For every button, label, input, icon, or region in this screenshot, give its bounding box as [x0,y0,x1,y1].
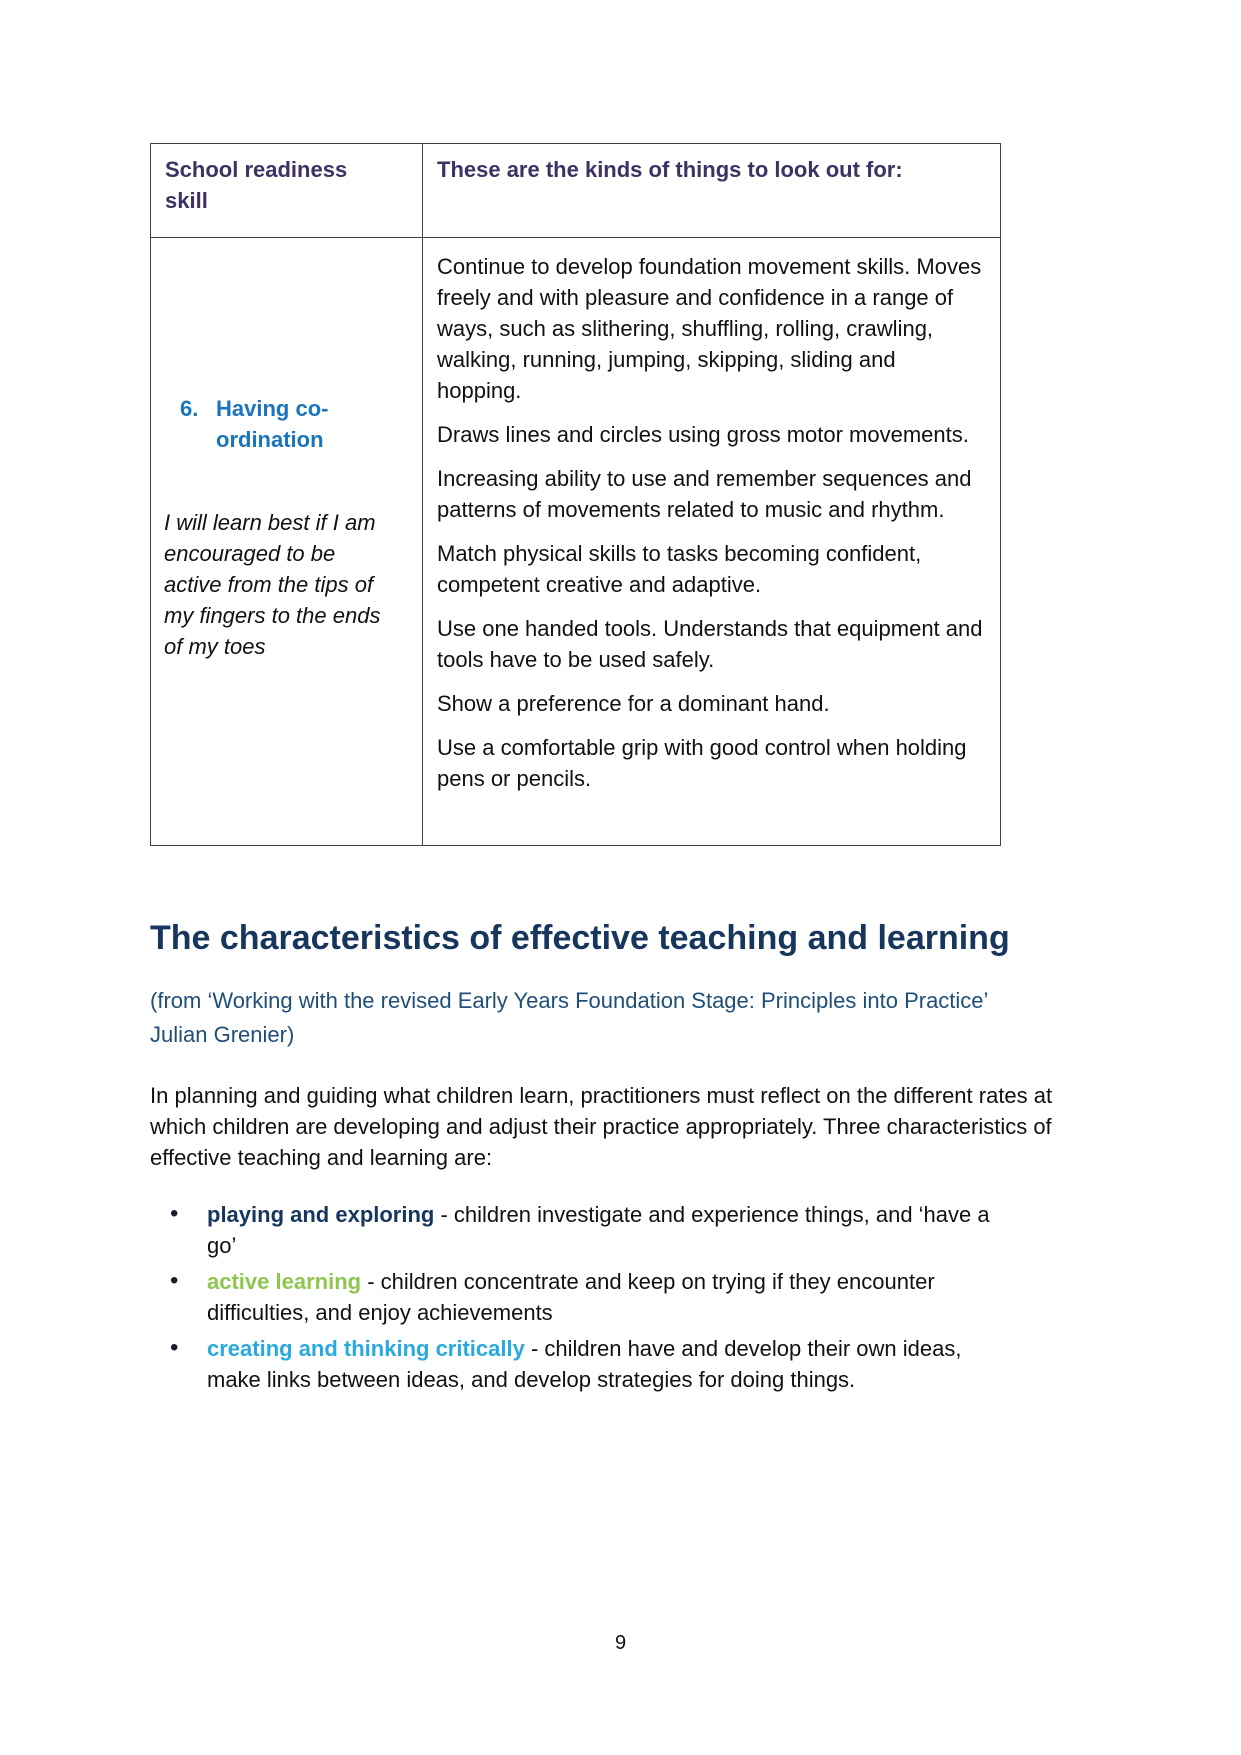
observation-paragraph: Continue to develop foundation movement skills. Moves freely and with pleasure and confidence in a range of ways, such as slithering, shuffling, rolling, crawling, walking, running, jumping, skipping, sliding and hopping. [437,254,982,403]
skill-number: 6. [180,396,199,421]
bullet-term: playing and exploring [207,1202,435,1227]
observation-paragraph: Use a comfortable grip with good control when holding pens or pencils. [437,735,967,791]
section-title: The characteristics of effective teaching and learning [150,919,1010,957]
skill-title [164,393,412,455]
intro-paragraph: In planning and guiding what children learn, practitioners must reflect on the different rates at which children are developing and adjust their practice appropriately. Three characteristics of effective teaching and learning are: [150,1083,1053,1170]
list-item [150,1266,1000,1328]
bullet-term: active learning [207,1269,362,1294]
bullet-description: - children concentrate and keep on trying if they encounter difficulties, and enjoy achievements [207,1269,935,1325]
observation-paragraph: Draws lines and circles using gross motor movements. [437,422,969,447]
observation-paragraph: Show a preference for a dominant hand. [437,691,830,716]
observation-paragraph: Use one handed tools. Understands that equipment and tools have to be used safely. [437,616,983,672]
skill-name: Having co-ordination [216,396,329,452]
bullet-description: - children have and develop their own ideas, make links between ideas, and develop strategies for doing things. [207,1336,962,1392]
list-item [150,1199,1000,1261]
header-cell-skill [151,144,423,238]
table-row [151,238,1001,846]
document-page [150,143,1091,1400]
school-readiness-table [150,143,1001,846]
header-label-skill: School readiness skill [165,157,348,213]
skill-cell [151,238,423,846]
header-label-lookout: These are the kinds of things to look out for: [437,157,903,182]
source-note: (from ‘Working with the revised Early Years Foundation Stage: Principles into Practice’ Julian Grenier) [150,988,988,1047]
characteristics-list [150,1199,1000,1395]
header-cell-lookout [423,144,1001,238]
bullet-description: - children investigate and experience things, and ‘have a go’ [207,1202,990,1258]
bullet-term: creating and thinking critically [207,1336,525,1361]
table-header-row [151,144,1001,238]
list-item [150,1333,1000,1395]
observation-paragraph: Increasing ability to use and remember sequences and patterns of movements related to music and rhythm. [437,466,972,522]
page-number: 9 [614,1632,627,1654]
observation-paragraph: Match physical skills to tasks becoming confident, competent creative and adaptive. [437,541,922,597]
skill-note: I will learn best if I am encouraged to be active from the tips of my fingers to the ends of my toes [164,510,381,659]
observations-cell [423,238,1001,846]
